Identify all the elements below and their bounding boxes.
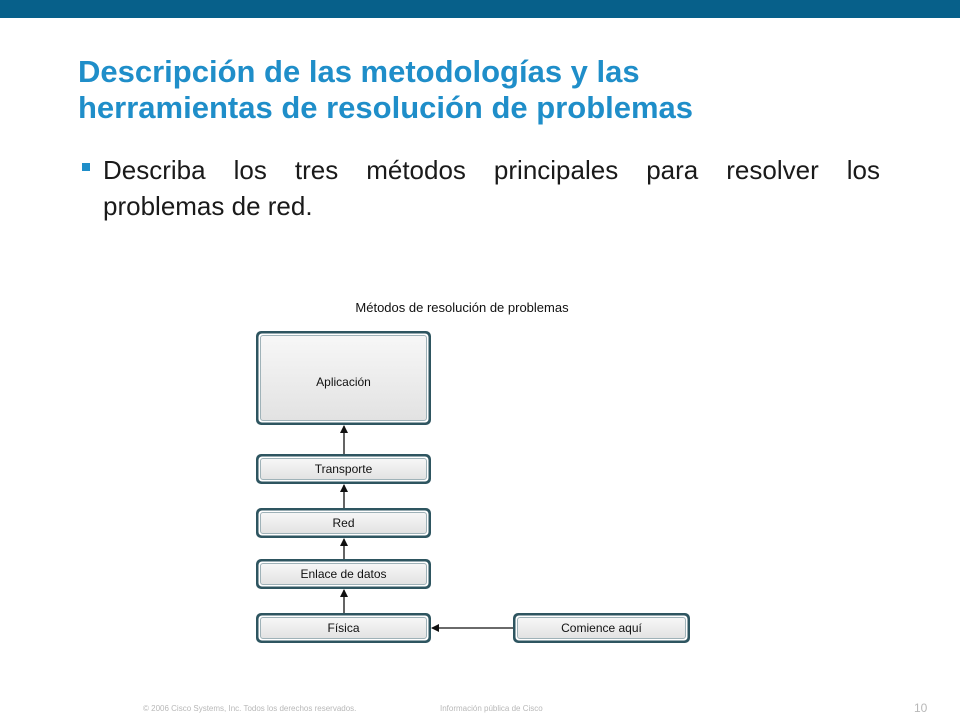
footer-copyright: © 2006 Cisco Systems, Inc. Todos los derechos reservados. <box>143 704 357 713</box>
layer-label-network: Red <box>332 516 355 530</box>
layer-label-data-link: Enlace de datos <box>300 567 387 581</box>
diagram-title: Métodos de resolución de problemas <box>355 300 569 315</box>
slide-title-line2: herramientas de resolución de problemas <box>78 90 694 125</box>
page-number: 10 <box>914 701 928 715</box>
layer-label-application: Aplicación <box>316 375 371 389</box>
layer-box-transport <box>256 454 431 484</box>
layer-box-data-link <box>256 559 431 589</box>
start-here-label: Comience aquí <box>561 621 642 635</box>
layer-label-transport: Transporte <box>314 462 373 476</box>
layer-box-application <box>256 331 431 425</box>
slide-title-line1: Descripción de las metodologías y las <box>78 54 640 89</box>
footer-classification: Información pública de Cisco <box>440 704 543 713</box>
bullet-text-line2: problemas de red. <box>103 191 313 221</box>
start-here-box <box>513 613 690 643</box>
bullet-text-line1: Describa los tres métodos principales para resolver los <box>103 155 880 185</box>
layer-box-network <box>256 508 431 538</box>
layer-label-physical: Física <box>327 621 360 635</box>
layer-box-physical <box>256 613 431 643</box>
